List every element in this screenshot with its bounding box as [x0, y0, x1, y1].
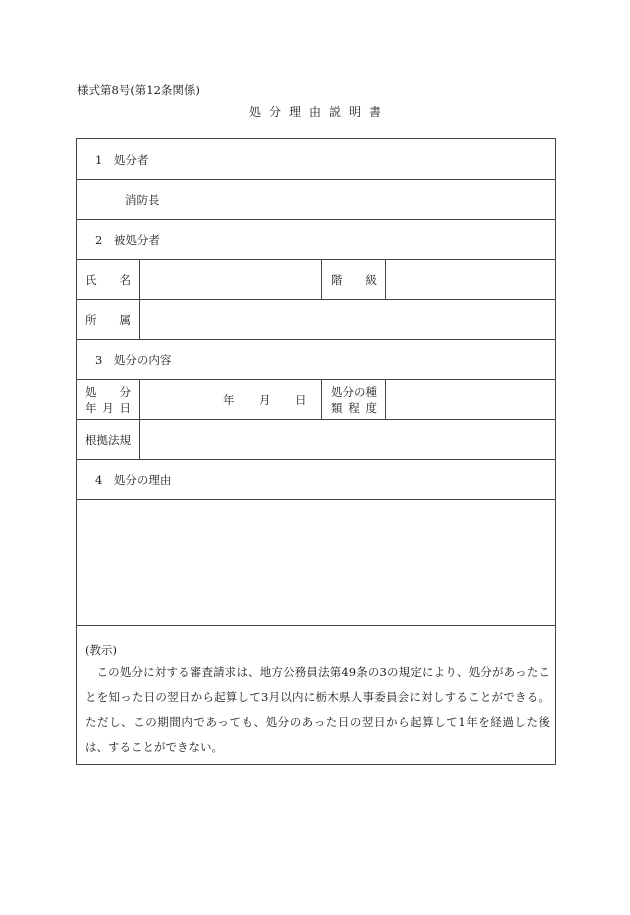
- row-divider: [77, 625, 555, 626]
- row-divider: [77, 459, 555, 460]
- disposition-date-label: 処 分 年 月 日: [85, 385, 131, 415]
- section-heading-disposer: 1 処分者: [95, 153, 149, 167]
- date-year-unit: 年: [223, 393, 235, 407]
- legal-basis-label: 根拠法規: [85, 433, 131, 447]
- row-divider: [77, 179, 555, 180]
- column-divider: [321, 379, 322, 419]
- row-divider: [77, 499, 555, 500]
- row-divider: [77, 339, 555, 340]
- rank-field[interactable]: [387, 261, 553, 297]
- section-heading-reason: 4 処分の理由: [95, 473, 172, 487]
- disposition-type-field[interactable]: [387, 381, 553, 417]
- section-heading-disposed-person: 2 被処分者: [95, 233, 160, 247]
- disposition-date-field[interactable]: [141, 381, 319, 417]
- notice-title: (教示): [85, 643, 117, 657]
- column-divider: [139, 379, 140, 459]
- column-divider: [321, 259, 322, 299]
- date-day-unit: 日: [295, 393, 307, 407]
- row-divider: [77, 379, 555, 380]
- row-divider: [77, 299, 555, 300]
- section-heading-content: 3 処分の内容: [95, 353, 172, 367]
- affiliation-field[interactable]: [141, 301, 553, 337]
- row-divider: [77, 259, 555, 260]
- column-divider: [139, 259, 140, 339]
- reason-field[interactable]: [79, 501, 553, 623]
- disposer-value: 消防長: [125, 193, 160, 207]
- form-table: [76, 138, 556, 765]
- disposition-type-label: 処分の種 類 程 度: [331, 385, 377, 415]
- name-field[interactable]: [141, 261, 319, 297]
- form-number: 様式第8号(第12条関係): [77, 83, 200, 97]
- column-divider: [385, 379, 386, 419]
- document-title: 処分理由説明書: [248, 105, 389, 119]
- date-month-unit: 月: [259, 393, 271, 407]
- row-divider: [77, 219, 555, 220]
- affiliation-label: 所 属: [85, 313, 131, 327]
- column-divider: [385, 259, 386, 299]
- legal-basis-field[interactable]: [141, 421, 553, 457]
- row-divider: [77, 419, 555, 420]
- notice-body: この処分に対する審査請求は、地方公務員法第49条の3の規定により、処分があったことを知った日の翌日から起算して3月以内に栃木県人事委員会に対しすることができる。ただし、この期間内であっても、処分のあった日の翌日から起算して1年を経過した後は、することができない。: [85, 665, 550, 754]
- rank-label: 階 級: [331, 273, 377, 287]
- name-label: 氏 名: [85, 273, 131, 287]
